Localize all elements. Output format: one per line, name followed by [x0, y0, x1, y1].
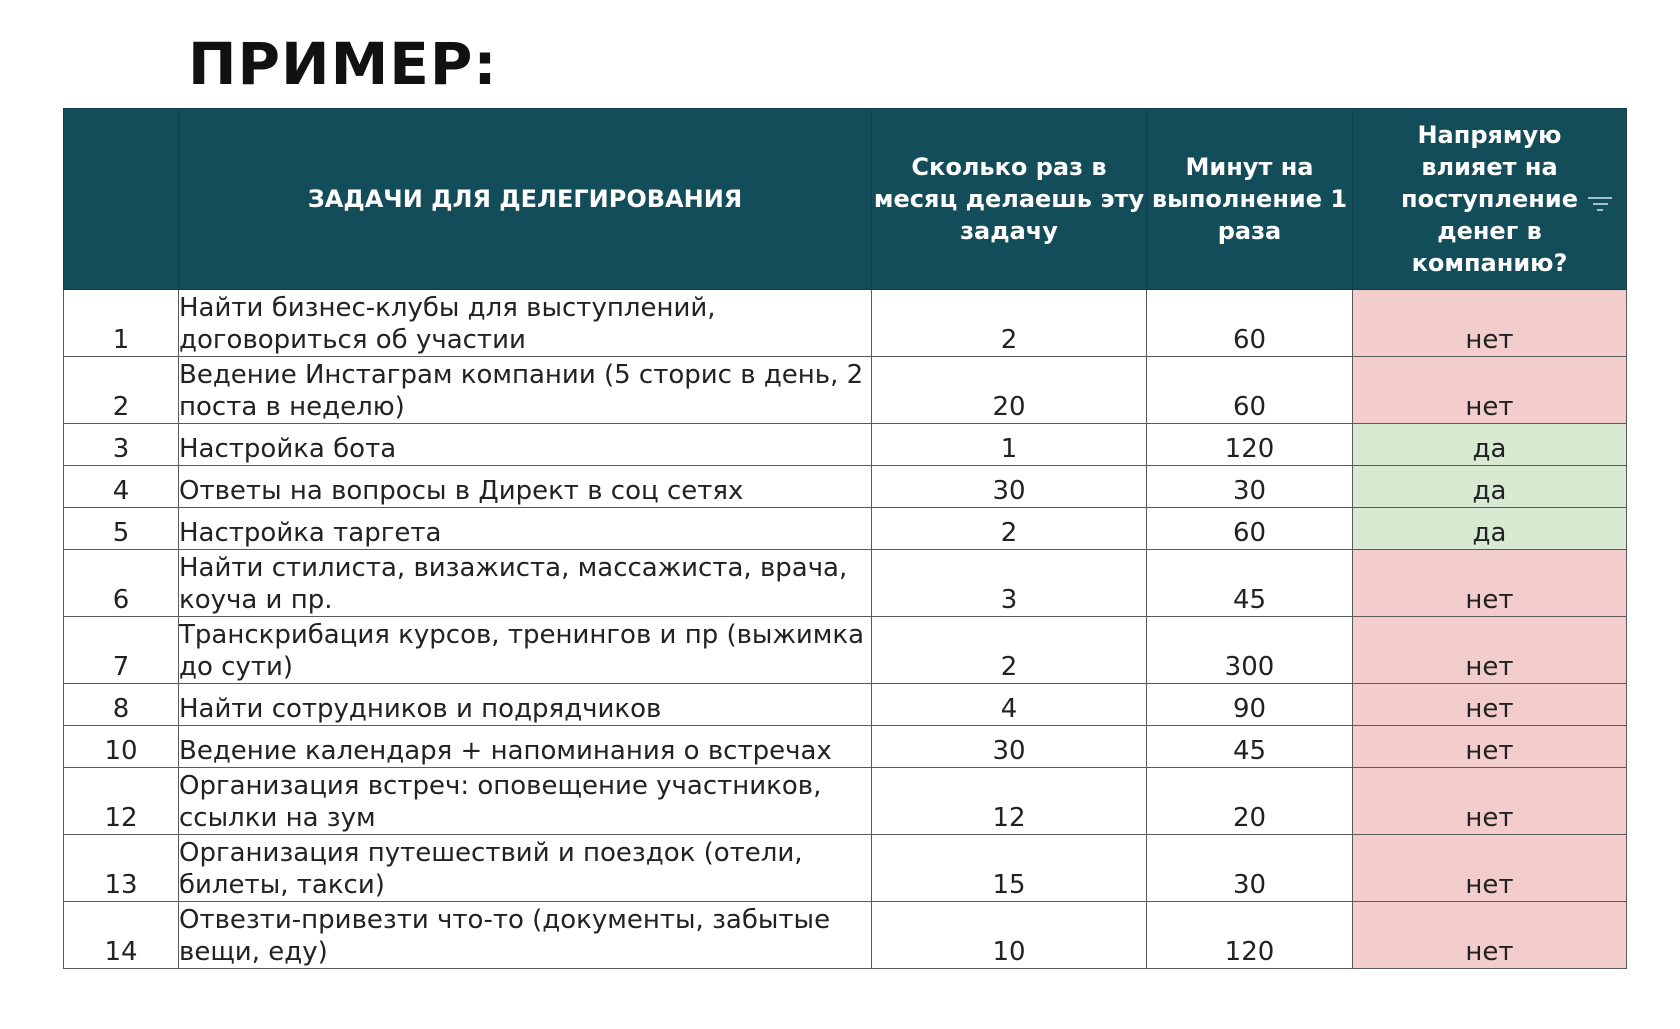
- row-count: 12: [872, 768, 1147, 835]
- row-answer: да: [1353, 508, 1627, 550]
- delegation-table: [63, 108, 1627, 969]
- row-answer: нет: [1353, 617, 1627, 684]
- table-row: [64, 508, 1627, 550]
- header-answer[interactable]: [1353, 109, 1627, 290]
- row-minutes: 90: [1147, 684, 1353, 726]
- row-num: 10: [64, 726, 179, 768]
- row-minutes: 120: [1147, 902, 1353, 969]
- row-minutes: 30: [1147, 835, 1353, 902]
- row-num: 7: [64, 617, 179, 684]
- row-num: 5: [64, 508, 179, 550]
- row-minutes: 60: [1147, 290, 1353, 357]
- row-count: 3: [872, 550, 1147, 617]
- row-count: 30: [872, 726, 1147, 768]
- row-task: Настройка бота: [179, 424, 872, 466]
- table-row: [64, 357, 1627, 424]
- row-task: Найти сотрудников и подрядчиков: [179, 684, 872, 726]
- row-minutes: 120: [1147, 424, 1353, 466]
- row-count: 10: [872, 902, 1147, 969]
- table-row: [64, 835, 1627, 902]
- row-num: 2: [64, 357, 179, 424]
- row-count: 20: [872, 357, 1147, 424]
- table-row: [64, 424, 1627, 466]
- row-num: 12: [64, 768, 179, 835]
- row-num: 1: [64, 290, 179, 357]
- row-task: Организация встреч: оповещение участников, ссылки на зум: [179, 768, 872, 835]
- row-answer: нет: [1353, 357, 1627, 424]
- row-minutes: 45: [1147, 726, 1353, 768]
- row-count: 2: [872, 617, 1147, 684]
- row-num: 4: [64, 466, 179, 508]
- row-num: 3: [64, 424, 179, 466]
- row-count: 2: [872, 508, 1147, 550]
- row-task: Ведение Инстаграм компании (5 сторис в день, 2 поста в неделю): [179, 357, 872, 424]
- row-task: Организация путешествий и поездок (отели, билеты, такси): [179, 835, 872, 902]
- row-answer: нет: [1353, 768, 1627, 835]
- row-task: Транскрибация курсов, тренингов и пр (выжимка до сути): [179, 617, 872, 684]
- table-header-row: [64, 109, 1627, 290]
- header-num: [64, 109, 179, 290]
- row-count: 15: [872, 835, 1147, 902]
- row-answer: да: [1353, 424, 1627, 466]
- table-row: [64, 290, 1627, 357]
- row-num: 14: [64, 902, 179, 969]
- row-answer: нет: [1353, 902, 1627, 969]
- table-row: [64, 617, 1627, 684]
- row-task: Настройка таргета: [179, 508, 872, 550]
- header-minutes: Минут на выполнение 1 раза: [1147, 109, 1353, 290]
- header-answer-label: Напрямую влияет на поступление денег в компанию?: [1401, 121, 1578, 277]
- row-answer: нет: [1353, 290, 1627, 357]
- header-count: Сколько раз в месяц делаешь эту задачу: [872, 109, 1147, 290]
- row-num: 8: [64, 684, 179, 726]
- header-task: ЗАДАЧИ ДЛЯ ДЕЛЕГИРОВАНИЯ: [179, 109, 872, 290]
- row-task: Ответы на вопросы в Директ в соц сетях: [179, 466, 872, 508]
- row-num: 13: [64, 835, 179, 902]
- row-minutes: 300: [1147, 617, 1353, 684]
- row-count: 30: [872, 466, 1147, 508]
- row-count: 1: [872, 424, 1147, 466]
- row-answer: нет: [1353, 684, 1627, 726]
- row-task: Отвезти-привезти что-то (документы, забытые вещи, еду): [179, 902, 872, 969]
- table-row: [64, 902, 1627, 969]
- row-task: Найти стилиста, визажиста, массажиста, врача, коуча и пр.: [179, 550, 872, 617]
- row-minutes: 20: [1147, 768, 1353, 835]
- row-count: 4: [872, 684, 1147, 726]
- row-minutes: 45: [1147, 550, 1353, 617]
- row-minutes: 60: [1147, 508, 1353, 550]
- row-answer: нет: [1353, 726, 1627, 768]
- table-row: [64, 550, 1627, 617]
- row-answer: да: [1353, 466, 1627, 508]
- page-title: ПРИМЕР:: [188, 30, 498, 98]
- table-row: [64, 768, 1627, 835]
- row-minutes: 60: [1147, 357, 1353, 424]
- table-row: [64, 466, 1627, 508]
- row-minutes: 30: [1147, 466, 1353, 508]
- table-row: [64, 726, 1627, 768]
- row-count: 2: [872, 290, 1147, 357]
- table-row: [64, 684, 1627, 726]
- row-answer: нет: [1353, 550, 1627, 617]
- filter-icon[interactable]: [1588, 197, 1612, 213]
- row-task: Найти бизнес-клубы для выступлений, договориться об участии: [179, 290, 872, 357]
- row-task: Ведение календаря + напоминания о встречах: [179, 726, 872, 768]
- row-answer: нет: [1353, 835, 1627, 902]
- row-num: 6: [64, 550, 179, 617]
